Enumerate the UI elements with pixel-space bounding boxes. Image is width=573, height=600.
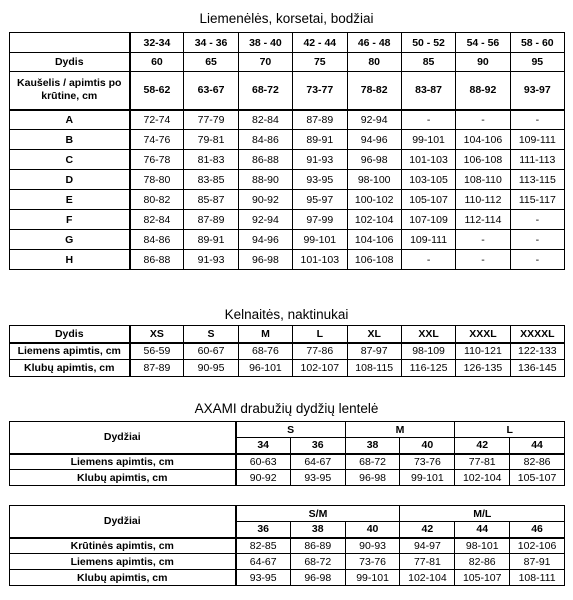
table-cell: 64-67: [290, 454, 345, 470]
size-range-header: 38 - 40: [238, 33, 292, 53]
table-row: [10, 130, 565, 150]
row-label: Krūtinės apimtis, cm: [10, 538, 236, 554]
table-cell: 64-67: [236, 554, 291, 570]
table-header-row: [10, 326, 565, 343]
table-cell: 73-76: [345, 554, 400, 570]
size-group-header: M/L: [400, 506, 565, 522]
table-cell: 81-83: [184, 150, 238, 170]
table-row: [10, 110, 565, 130]
table-cell: 100-102: [347, 190, 401, 210]
table-cell: 87-89: [130, 360, 184, 377]
bra-size-table: [9, 32, 565, 270]
table-cell: 126-135: [456, 360, 510, 377]
size-header: 34: [236, 438, 291, 454]
table-cell: 99-101: [401, 130, 455, 150]
bra-size-title: Liemenėlės, korsetai, bodžiai: [199, 11, 374, 26]
size-header: 40: [345, 522, 400, 538]
table-row: [10, 53, 565, 72]
table-cell: 65: [184, 53, 238, 72]
cup-label: B: [10, 130, 130, 150]
axami-size-title: AXAMI drabužių dydžių lentelė: [194, 401, 379, 416]
row-label: Dydžiai: [10, 506, 236, 538]
row-label: Dydžiai: [10, 422, 236, 454]
table-cell: 56-59: [130, 343, 184, 360]
table-cell: 60: [130, 53, 184, 72]
table-cell: 95: [510, 53, 564, 72]
size-header: 38: [345, 438, 400, 454]
size-header: 44: [455, 522, 510, 538]
table-cell: 79-81: [184, 130, 238, 150]
table-cell: 87-91: [510, 554, 565, 570]
table-cell: 90-93: [345, 538, 400, 554]
table-row: [10, 470, 565, 486]
table-cell: 136-145: [510, 360, 564, 377]
table-cell: 101-103: [293, 250, 347, 270]
table-cell: 86-88: [130, 250, 184, 270]
table-row: [10, 343, 565, 360]
table-row: [10, 538, 565, 554]
table-cell: 84-86: [238, 130, 292, 150]
row-label: Klubų apimtis, cm: [10, 360, 130, 377]
size-group-header: L: [455, 422, 565, 438]
table-cell: 82-84: [238, 110, 292, 130]
table-cell: 58-62: [130, 72, 184, 110]
size-header: M: [238, 326, 292, 343]
table-cell: 73-77: [293, 72, 347, 110]
table-row: [10, 250, 565, 270]
table-cell: 99-101: [293, 230, 347, 250]
axami-size-table-1: [9, 421, 565, 486]
table-cell: 102-104: [400, 570, 455, 586]
table-cell: 87-89: [184, 210, 238, 230]
size-range-header: 34 - 36: [184, 33, 238, 53]
table-cell: 90-92: [238, 190, 292, 210]
row-label: Klubų apimtis, cm: [10, 470, 236, 486]
table-cell: 92-94: [238, 210, 292, 230]
table-cell: 80-82: [130, 190, 184, 210]
table-cell: 107-109: [401, 210, 455, 230]
table-row: [10, 150, 565, 170]
table-cell: 77-81: [400, 554, 455, 570]
row-label: Dydis: [10, 326, 130, 343]
table-cell: 89-91: [184, 230, 238, 250]
table-cell: 109-111: [510, 130, 564, 150]
table-cell: 77-81: [455, 454, 510, 470]
table-cell: 86-89: [290, 538, 345, 554]
table-cell: 74-76: [130, 130, 184, 150]
size-header: XXL: [401, 326, 455, 343]
table-cell: 93-95: [290, 470, 345, 486]
size-header: S: [184, 326, 238, 343]
table-cell: 91-93: [184, 250, 238, 270]
size-header: 36: [236, 522, 291, 538]
table-cell: 116-125: [401, 360, 455, 377]
table-cell: 85: [401, 53, 455, 72]
table-cell: 91-93: [293, 150, 347, 170]
row-label: Klubų apimtis, cm: [10, 570, 236, 586]
table-cell: 106-108: [456, 150, 510, 170]
table-cell: 102-104: [455, 470, 510, 486]
table-cell: 98-109: [401, 343, 455, 360]
table-row: [10, 360, 565, 377]
table-cell: 93-97: [510, 72, 564, 110]
table-cell: -: [456, 230, 510, 250]
cup-label: D: [10, 170, 130, 190]
table-cell: 89-91: [293, 130, 347, 150]
size-header: 44: [510, 438, 565, 454]
size-group-header: M: [345, 422, 455, 438]
table-cell: 106-108: [347, 250, 401, 270]
table-cell: 60-63: [236, 454, 291, 470]
table-cell: -: [456, 250, 510, 270]
table-row: [10, 170, 565, 190]
table-cell: 98-101: [455, 538, 510, 554]
table-cell: 72-74: [130, 110, 184, 130]
table-cell: 104-106: [456, 130, 510, 150]
table-cell: 68-76: [238, 343, 292, 360]
table-cell: -: [401, 110, 455, 130]
table-cell: 93-95: [236, 570, 291, 586]
table-header-row: [10, 422, 565, 438]
cup-label: F: [10, 210, 130, 230]
axami-size-table-2: [9, 505, 565, 586]
table-cell: 96-98: [345, 470, 400, 486]
table-row: [10, 190, 565, 210]
table-cell: 88-92: [456, 72, 510, 110]
size-group-header: S/M: [236, 506, 400, 522]
size-header: 40: [400, 438, 455, 454]
row-label: Liemens apimtis, cm: [10, 454, 236, 470]
panties-size-table: [9, 325, 565, 377]
cup-label: E: [10, 190, 130, 210]
table-cell: 70: [238, 53, 292, 72]
table-cell: 68-72: [238, 72, 292, 110]
table-cell: 90-95: [184, 360, 238, 377]
table-cell: 96-98: [347, 150, 401, 170]
table-row: [10, 454, 565, 470]
table-cell: 95-97: [293, 190, 347, 210]
size-header: XXXL: [456, 326, 510, 343]
table-cell: 104-106: [347, 230, 401, 250]
table-cell: 99-101: [345, 570, 400, 586]
table-row: [10, 210, 565, 230]
table-header-row: [10, 33, 565, 53]
table-cell: 98-100: [347, 170, 401, 190]
cup-label: C: [10, 150, 130, 170]
table-cell: -: [510, 250, 564, 270]
size-header: 42: [455, 438, 510, 454]
table-cell: 85-87: [184, 190, 238, 210]
table-cell: 87-97: [347, 343, 401, 360]
table-cell: 90-92: [236, 470, 291, 486]
table-cell: 86-88: [238, 150, 292, 170]
size-header: L: [293, 326, 347, 343]
table-cell: -: [510, 210, 564, 230]
table-cell: 84-86: [130, 230, 184, 250]
table-row: [10, 570, 565, 586]
table-cell: 110-112: [456, 190, 510, 210]
row-label: Liemens apimtis, cm: [10, 554, 236, 570]
table-cell: 110-121: [456, 343, 510, 360]
table-cell: 101-103: [401, 150, 455, 170]
table-cell: 111-113: [510, 150, 564, 170]
table-cell: 83-85: [184, 170, 238, 190]
table-cell: 78-82: [347, 72, 401, 110]
table-cell: 94-97: [400, 538, 455, 554]
table-cell: 82-86: [455, 554, 510, 570]
table-cell: 75: [293, 53, 347, 72]
table-cell: 94-96: [238, 230, 292, 250]
size-header: 36: [290, 438, 345, 454]
size-range-header: 32-34: [130, 33, 184, 53]
table-cell: 94-96: [347, 130, 401, 150]
table-cell: 102-106: [510, 538, 565, 554]
table-header-row: [10, 506, 565, 522]
table-cell: -: [510, 110, 564, 130]
table-cell: 76-78: [130, 150, 184, 170]
table-cell: 82-86: [510, 454, 565, 470]
table-cell: 108-110: [456, 170, 510, 190]
row-label: Liemens apimtis, cm: [10, 343, 130, 360]
table-cell: 108-115: [347, 360, 401, 377]
cup-label: A: [10, 110, 130, 130]
table-cell: 97-99: [293, 210, 347, 230]
size-range-header: 58 - 60: [510, 33, 564, 53]
table-row: [10, 72, 565, 110]
table-cell: 87-89: [293, 110, 347, 130]
table-cell: 90: [456, 53, 510, 72]
table-cell: 99-101: [400, 470, 455, 486]
size-header: 42: [400, 522, 455, 538]
table-cell: 92-94: [347, 110, 401, 130]
cup-label: G: [10, 230, 130, 250]
table-cell: 77-86: [293, 343, 347, 360]
table-cell: 83-87: [401, 72, 455, 110]
table-cell: 82-85: [236, 538, 291, 554]
table-cell: 78-80: [130, 170, 184, 190]
table-cell: 77-79: [184, 110, 238, 130]
table-cell: -: [456, 110, 510, 130]
size-range-header: 46 - 48: [347, 33, 401, 53]
table-cell: 109-111: [401, 230, 455, 250]
cup-label: H: [10, 250, 130, 270]
table-cell: -: [401, 250, 455, 270]
table-cell: 93-95: [293, 170, 347, 190]
table-cell: 96-101: [238, 360, 292, 377]
table-cell: 105-107: [455, 570, 510, 586]
table-cell: 82-84: [130, 210, 184, 230]
table-cell: 105-107: [401, 190, 455, 210]
size-header: XXXXL: [510, 326, 564, 343]
size-header: 38: [290, 522, 345, 538]
table-cell: 68-72: [290, 554, 345, 570]
size-group-header: S: [236, 422, 346, 438]
table-cell: 60-67: [184, 343, 238, 360]
table-cell: 122-133: [510, 343, 564, 360]
size-header: XL: [347, 326, 401, 343]
table-cell: 80: [347, 53, 401, 72]
table-cell: 115-117: [510, 190, 564, 210]
size-header: XS: [130, 326, 184, 343]
table-row: [10, 230, 565, 250]
row-label: Dydis: [10, 53, 130, 72]
table-cell: 113-115: [510, 170, 564, 190]
table-cell: 88-90: [238, 170, 292, 190]
table-cell: 63-67: [184, 72, 238, 110]
table-cell: 96-98: [238, 250, 292, 270]
table-cell: 68-72: [345, 454, 400, 470]
table-cell: 102-107: [293, 360, 347, 377]
table-cell: 96-98: [290, 570, 345, 586]
size-range-header: 42 - 44: [293, 33, 347, 53]
table-cell: -: [510, 230, 564, 250]
table-cell: 108-111: [510, 570, 565, 586]
row-label: Kaušelis / apimtis po krūtine, cm: [10, 72, 130, 110]
corner-cell: [10, 33, 130, 53]
table-cell: 112-114: [456, 210, 510, 230]
table-cell: 102-104: [347, 210, 401, 230]
table-cell: 73-76: [400, 454, 455, 470]
panties-size-title: Kelnaitės, naktinukai: [224, 307, 349, 322]
table-row: [10, 554, 565, 570]
table-cell: 105-107: [510, 470, 565, 486]
size-range-header: 54 - 56: [456, 33, 510, 53]
size-header: 46: [510, 522, 565, 538]
table-cell: 103-105: [401, 170, 455, 190]
size-range-header: 50 - 52: [401, 33, 455, 53]
